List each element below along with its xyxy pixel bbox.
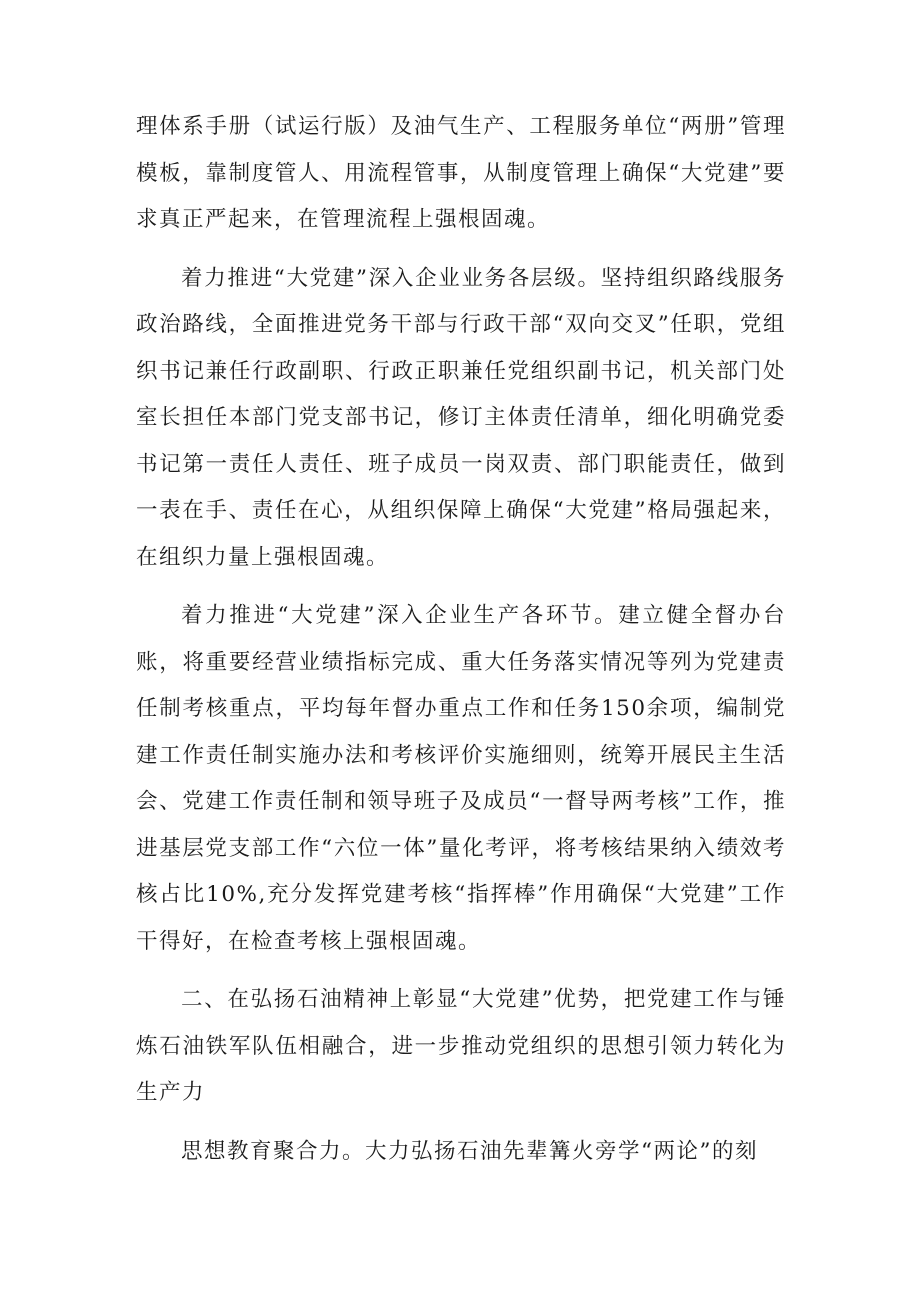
paragraph-3: 着力推进“大党建”深入企业生产各环节。建立健全督办台账，将重要经营业绩指标完成、重大任务落实情况等列为党建责任制考核重点，平均每年督办重点工作和任务150余项，编制党建工作责任制实施办法和考核评价实施细则，统筹开展民主生活会、党建工作责任制和领导班子及成员“一督导两考核”工作，推进基层党支部工作“六位一体”量化考评，将考核结果纳入绩效考核占比10%,充分发挥党建考核“指挥棒”作用确保“大党建”工作干得好，在检查考核上强根固魂。 xyxy=(136,603,786,954)
paragraph-gap xyxy=(136,965,786,977)
paragraph-gap xyxy=(136,1117,786,1129)
section-heading-paragraph: 二、在弘扬石油精神上彰显“大党建”优势，把党建工作与锤炼石油铁军队伍相融合，进一步推动党组织的思想引领力转化为生产力 xyxy=(136,987,786,1105)
paragraph-5: 思想教育聚合力。大力弘扬石油先辈篝火旁学“两论”的刻 xyxy=(181,1138,758,1164)
paragraph-1: 理体系手册（试运行版）及油气生产、工程服务单位“两册”管理模板，靠制度管人、用流程管事，从制度管理上确保“大党建”要求真正严起来，在管理流程上强根固魂。 xyxy=(136,114,786,232)
paragraph-2: 着力推进“大党建”深入企业业务各层级。坚持组织路线服务政治路线，全面推进党务干部与行政干部“双向交叉”任职，党组织书记兼任行政副职、行政正职兼任党组织副书记，机关部门处室长担任本部门党支部书记，修订主体责任清单，细化明确党委书记第一责任人责任、班子成员一岗双责、部门职能责任，做到一表在手、责任在心，从组织保障上确保“大党建”格局强起来，在组织力量上强根固魂。 xyxy=(136,265,786,570)
paragraph-gap xyxy=(136,244,786,256)
paragraph-gap xyxy=(136,581,786,593)
document-body xyxy=(136,104,786,1175)
